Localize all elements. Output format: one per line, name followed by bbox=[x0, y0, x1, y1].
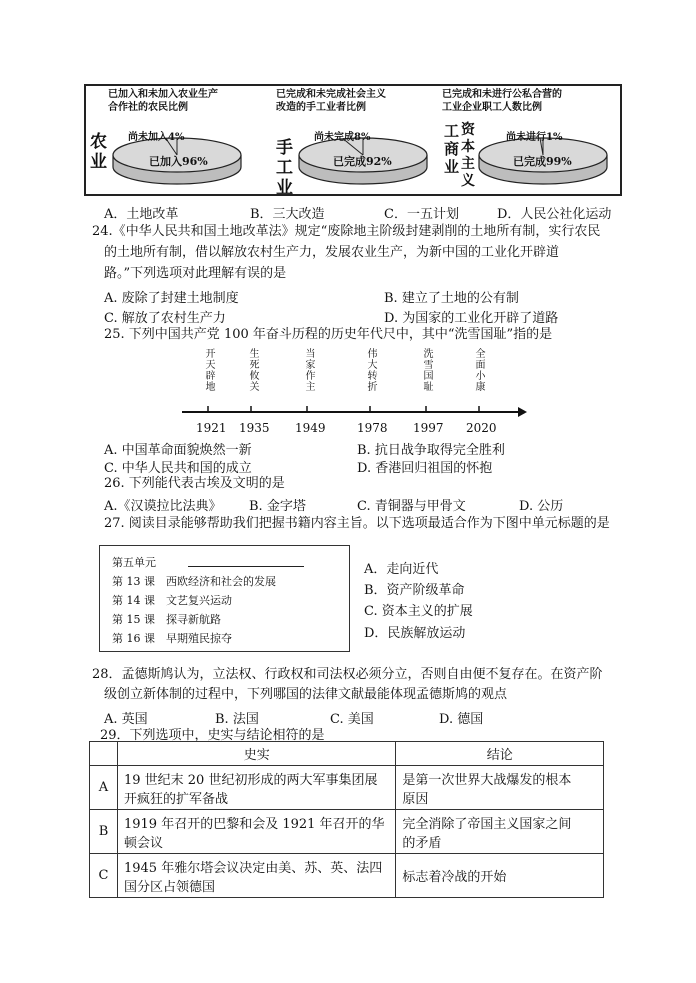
q25-option-b[interactable]: B. 抗日战争取得完全胜利 bbox=[357, 443, 505, 458]
pie-outside-label: 尚未加入4% bbox=[128, 132, 185, 143]
conclusion-cell: 是第一次世界大战爆发的根本 原因 bbox=[396, 766, 604, 810]
timeline-year: 1921 bbox=[196, 421, 227, 435]
side-label: 农业 bbox=[90, 132, 107, 172]
timeline-event: 全面小康 bbox=[473, 348, 484, 392]
q29-table bbox=[89, 741, 604, 898]
timeline-event: 当家作主 bbox=[303, 348, 314, 392]
timeline-year: 1949 bbox=[295, 421, 326, 435]
q26-option-d[interactable]: D. 公历 bbox=[519, 499, 564, 514]
conclusion-cell: 标志着冷战的开始 bbox=[396, 854, 604, 898]
q25-option-a[interactable]: A. 中国革命面貌焕然一新 bbox=[104, 443, 252, 458]
timeline-year: 1935 bbox=[239, 421, 270, 435]
pie-inside-label: 已加入96% bbox=[149, 155, 208, 168]
q26-stem: 26. 下列能代表古埃及文明的是 bbox=[104, 476, 285, 491]
pie-outside-label: 尚未完成8% bbox=[314, 132, 371, 143]
q24-stem-line3: 路。”下列选项对此理解有误的是 bbox=[104, 266, 287, 281]
q26-option-b[interactable]: B. 金字塔 bbox=[249, 499, 306, 514]
timeline-year: 2020 bbox=[466, 421, 497, 435]
pie-inside-label: 已完成99% bbox=[513, 155, 572, 168]
timeline-year: 1978 bbox=[357, 421, 388, 435]
q27-stem: 27. 阅读目录能够帮助我们把握书籍内容主旨。以下选项最适合作为下图中单元标题的是 bbox=[104, 516, 610, 531]
fact-cell: 1919 年召开的巴黎和会及 1921 年召开的华 顿会议 bbox=[117, 810, 395, 854]
q28-option-d[interactable]: D. 德国 bbox=[439, 712, 484, 727]
pie-title: 已加入和未加入农业生产 合作社的农民比例 bbox=[108, 89, 218, 113]
q27-option-c[interactable]: C. 资本主义的扩展 bbox=[364, 604, 473, 619]
toc-blank-line bbox=[188, 566, 304, 567]
pie-title: 已完成和未完成社会主义 改造的手工业者比例 bbox=[276, 89, 386, 113]
timeline-event: 生死攸关 bbox=[247, 348, 258, 392]
q27-option-a[interactable]: A．走向近代 bbox=[364, 562, 439, 577]
q23-option-a[interactable]: A．土地改革 bbox=[104, 207, 179, 222]
q29-stem: 29．下列选项中，史实与结论相符的是 bbox=[100, 728, 325, 743]
q26-option-a[interactable]: A.《汉谟拉比法典》 bbox=[104, 499, 222, 514]
timeline-event: 伟大转折 bbox=[365, 348, 376, 392]
toc-lesson: 第 15 课 探寻新航路 bbox=[112, 613, 221, 626]
side-label: 工商业 bbox=[444, 122, 460, 176]
q24-option-a[interactable]: A. 废除了封建土地制度 bbox=[104, 291, 239, 306]
timeline-axis bbox=[182, 405, 527, 419]
table-row[interactable] bbox=[90, 766, 604, 810]
q28-option-b[interactable]: B. 法国 bbox=[215, 712, 259, 727]
table-header-blank bbox=[90, 742, 118, 766]
timeline-event: 洗雪国耻 bbox=[421, 348, 432, 392]
toc-unit: 第五单元 bbox=[112, 556, 156, 569]
toc-lesson: 第 16 课 早期殖民掠夺 bbox=[112, 632, 232, 645]
table-of-contents bbox=[99, 545, 350, 652]
q26-option-c[interactable]: C. 青铜器与甲骨文 bbox=[357, 499, 466, 514]
q24-option-d[interactable]: D. 为国家的工业化开辟了道路 bbox=[384, 311, 559, 326]
q24-stem-line2: 的土地所有制，借以解放农村生产力，发展农业生产，为新中国的工业化开辟道 bbox=[104, 245, 560, 260]
pie-title: 已完成和未进行公私合营的 工业企业职工人数比例 bbox=[442, 89, 562, 113]
table-row[interactable] bbox=[90, 854, 604, 898]
pie-inside-label: 已完成92% bbox=[333, 155, 392, 168]
q23-option-b[interactable]: B．三大改造 bbox=[250, 207, 325, 222]
q25-option-c[interactable]: C. 中华人民共和国的成立 bbox=[104, 461, 252, 476]
toc-lesson: 第 14 课 文艺复兴运动 bbox=[112, 594, 232, 607]
q25-option-d[interactable]: D. 香港回归祖国的怀抱 bbox=[357, 461, 493, 476]
q24-option-b[interactable]: B. 建立了土地的公有制 bbox=[384, 291, 519, 306]
row-key: C bbox=[90, 854, 118, 898]
q23-option-c[interactable]: C．一五计划 bbox=[384, 207, 459, 222]
side-label: 手工业 bbox=[276, 138, 293, 198]
q24-stem-line1: 24.《中华人民共和国土地改革法》规定“废除地主阶级封建剥削的土地所有制，实行农民 bbox=[92, 224, 601, 239]
q28-stem-line2: 级创立新体制的过程中，下列哪国的法律文献最能体现孟德斯鸠的观点 bbox=[104, 687, 508, 702]
q27-option-b[interactable]: B．资产阶级革命 bbox=[364, 583, 465, 598]
row-key: B bbox=[90, 810, 118, 854]
table-row[interactable] bbox=[90, 810, 604, 854]
q27-option-d[interactable]: D．民族解放运动 bbox=[364, 626, 466, 641]
q28-stem-line1: 28．孟德斯鸠认为，立法权、行政权和司法权必须分立，否则自由便不复存在。在资产阶 bbox=[92, 667, 603, 682]
pie-figure bbox=[84, 84, 622, 196]
fact-cell: 1945 年雅尔塔会议决定由美、苏、英、法四 国分区占领德国 bbox=[117, 854, 395, 898]
row-key: A bbox=[90, 766, 118, 810]
side-label: 资本主义 bbox=[461, 122, 475, 189]
q23-option-d[interactable]: D．人民公社化运动 bbox=[497, 207, 612, 222]
fact-cell: 19 世纪末 20 世纪初形成的两大军事集团展 开疯狂的扩军备战 bbox=[117, 766, 395, 810]
q28-option-c[interactable]: C. 美国 bbox=[330, 712, 374, 727]
pie-outside-label: 尚未进行1% bbox=[506, 132, 563, 143]
conclusion-cell: 完全消除了帝国主义国家之间 的矛盾 bbox=[396, 810, 604, 854]
q28-option-a[interactable]: A. 英国 bbox=[104, 712, 148, 727]
toc-lesson: 第 13 课 西欧经济和社会的发展 bbox=[112, 575, 276, 588]
table-header: 结论 bbox=[396, 742, 604, 766]
q24-option-c[interactable]: C. 解放了农村生产力 bbox=[104, 311, 226, 326]
table-header: 史实 bbox=[117, 742, 395, 766]
timeline-event: 开天辟地 bbox=[203, 348, 214, 392]
q25-stem: 25. 下列中国共产党 100 年奋斗历程的历史年代尺中，其中“洗雪国耻”指的是 bbox=[104, 327, 553, 342]
timeline-year: 1997 bbox=[413, 421, 444, 435]
